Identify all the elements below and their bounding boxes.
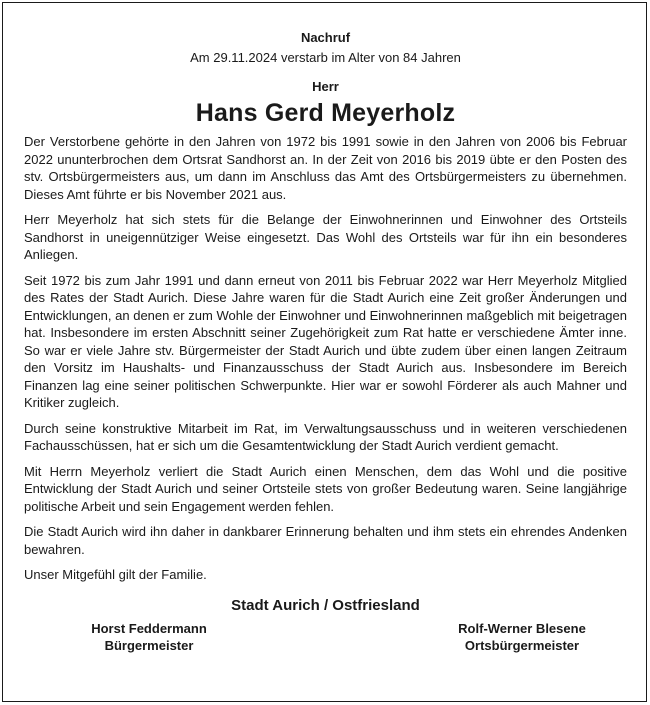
organization-name: Stadt Aurich / Ostfriesland (231, 596, 420, 614)
paragraph-6: Die Stadt Aurich wird ihn daher in dankbarer Erinnerung behalten und ihm stets ein ehrendes Andenken bewahren. (24, 524, 627, 557)
signature-block (24, 620, 627, 660)
signatory-name: Horst Feddermann (91, 620, 207, 636)
paragraph-7: Unser Mitgefühl gilt der Familie. (24, 567, 207, 582)
obituary-body (24, 133, 627, 584)
signatory-name: Rolf-Werner Blesene (458, 620, 586, 636)
signatory-left (64, 620, 234, 654)
signatory-title: Ortsbürgermeister (464, 637, 580, 653)
obituary-content (24, 29, 627, 660)
obituary-kicker: Nachruf (300, 30, 351, 45)
honorific: Herr (312, 79, 339, 94)
paragraph-1: Der Verstorbene gehörte in den Jahren von 1972 bis 1991 sowie in den Jahren von 2006 bis Februar 2022 ununterbrochen dem Ortsrat Sandhorst an. In der Zeit von 2016 bis 2019 übte er den Posten des stv. Ortsbürgermeisters aus, um dann im Anschluss das Amt des Ortsbürgermeisters zu übernehmen. Dieses Amt führte er bis November 2021 aus. (24, 134, 627, 202)
signatory-title: Bürgermeister (104, 637, 194, 653)
death-dateline: Am 29.11.2024 verstarb im Alter von 84 Jahren (190, 50, 461, 65)
paragraph-4: Durch seine konstruktive Mitarbeit im Rat, im Verwaltungsausschuss und in weiteren verschiedenen Fachausschüssen, hat er sich um die Gesamtentwicklung der Stadt Aurich verdient gemacht. (24, 420, 627, 453)
paragraph-5: Mit Herrn Meyerholz verliert die Stadt Aurich einen Menschen, dem das Wohl und die positive Entwicklung der Stadt Aurich und seiner Ortsteile stets von großer Bedeutung waren. Seine langjährige politische Arbeit und sein Engagement werden fehlen. (24, 463, 627, 514)
obituary-frame (2, 2, 647, 702)
signatory-right (437, 620, 607, 654)
deceased-name: Hans Gerd Meyerholz (195, 99, 456, 127)
paragraph-2: Herr Meyerholz hat sich stets für die Belange der Einwohnerinnen und Einwohner des Ortsteils Sandhorst in uneigennütziger Weise eingesetzt. Das Wohl des Ortsteils war für ihn ein besonderes Anliegen. (24, 212, 627, 262)
paragraph-3: Seit 1972 bis zum Jahr 1991 und dann erneut von 2011 bis Februar 2022 war Herr Meyerholz Mitglied des Rates der Stadt Aurich. Diese Jahre waren für die Stadt Aurich eine Zeit großer Änderungen und Entwicklungen, an denen er zum Wohle der Einwohner und Einwohnerinnen maßgeblich mit beigetragen hat. Insbesondere im ersten Abschnitt seiner Zugehörigkeit zum Rat hatte er verschiedene Ämter inne. So war er viele Jahre stv. Bürgermeister der Stadt Aurich und übte zudem über einen langen Zeitraum den Vorsitz im Haushalts- und Finanzausschuss der Stadt Aurich aus. Insbesondere im Bereich Finanzen lag eine seiner politischen Schwerpunkte. Hier war er sowohl Förderer als auch Mahner und Kritiker zugleich. (24, 272, 627, 410)
